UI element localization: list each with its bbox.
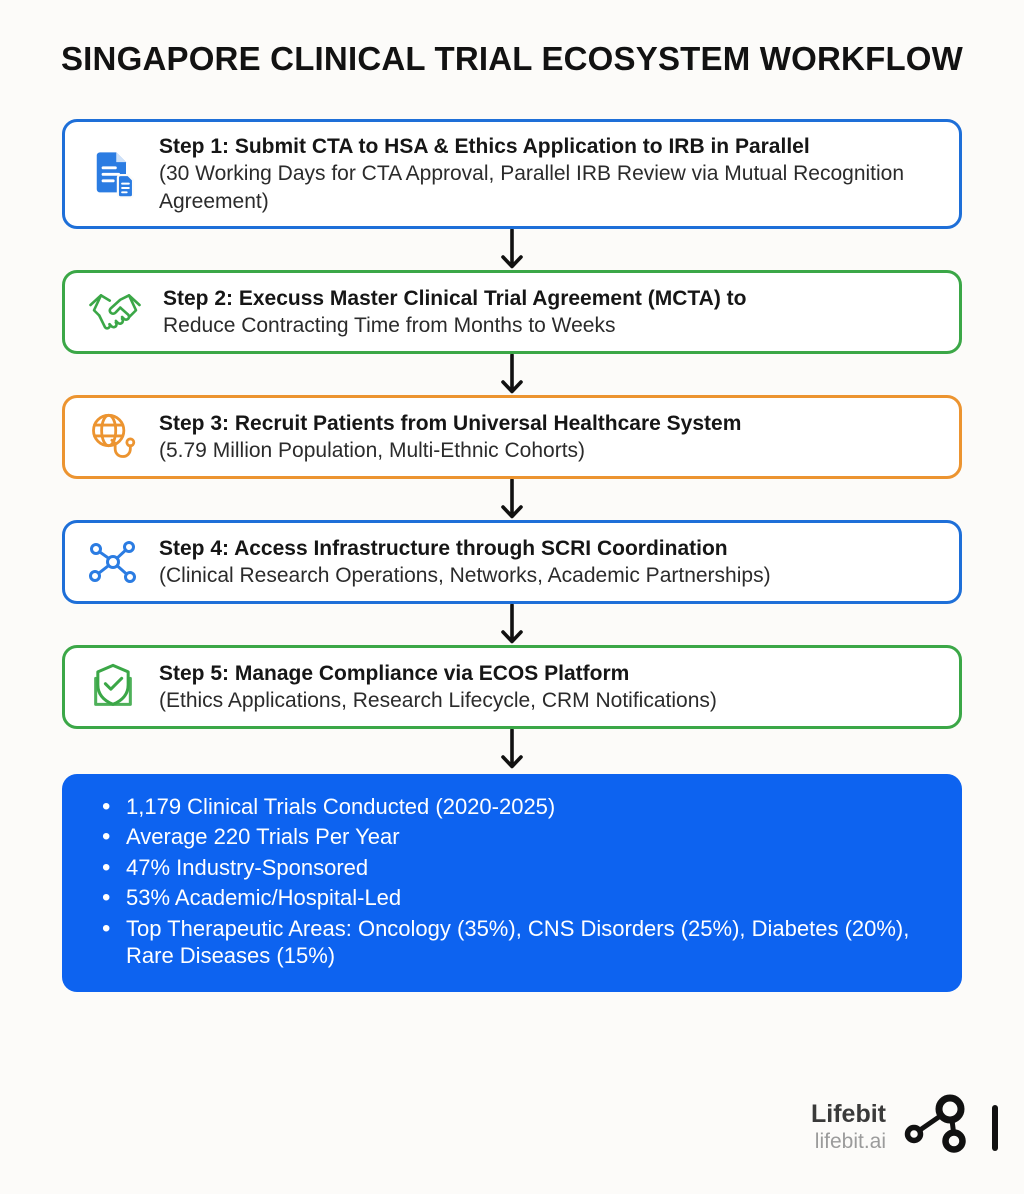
down-arrow-icon [499,604,525,645]
brand-name: Lifebit [811,1100,886,1129]
step-3-subtitle: (5.79 Million Population, Multi-Ethnic Cohorts) [159,438,586,462]
step-4-title: Step 4: Access Infrastructure through SCRI Coordination [159,536,728,560]
brand-text-block [811,1101,886,1154]
workflow-diagram [0,119,1024,992]
step-1-subtitle: (30 Working Days for CTA Approval, Parallel IRB Review via Mutual Recognition Agreement) [159,162,905,213]
brand-footer [811,1092,998,1163]
step-2-box [62,270,962,354]
step-3-text [159,410,937,465]
step-5-text [159,660,937,715]
arrow-5 [0,729,1024,770]
step-3-title: Step 3: Recruit Patients from Universal Healthcare System [159,411,742,435]
step-1-box [62,119,962,229]
step-5-title: Step 5: Manage Compliance via ECOS Platform [159,661,630,685]
page-title: SINGAPORE CLINICAL TRIAL ECOSYSTEM WORKFLOW [60,40,964,77]
step-3-box [62,395,962,479]
summary-bullet: • Top Therapeutic Areas: Oncology (35%), CNS Disorders (25%), Diabetes (20%), Rare Diseases (15%) [100,915,932,970]
step-4-text [159,535,937,590]
step-4-box [62,520,962,604]
step-5-subtitle: (Ethics Applications, Research Lifecycle, CRM Notifications) [159,688,717,712]
arrow-1 [0,229,1024,270]
step-5-box [62,645,962,729]
summary-bullet: • Average 220 Trials Per Year [100,823,932,851]
summary-bullet: • 47% Industry-Sponsored [100,854,932,882]
arrow-4 [0,604,1024,645]
globe-stethoscope-icon [87,411,139,463]
down-arrow-icon [499,354,525,395]
arrow-3 [0,479,1024,520]
step-2-title: Step 2: Execuss Master Clinical Trial Agreement (MCTA) to [163,286,747,310]
summary-bullet: • 53% Academic/Hospital-Led [100,884,932,912]
lifebit-logo-icon [900,1092,978,1163]
shield-check-icon [87,661,139,713]
step-2-text [163,285,937,340]
brand-divider-bar [992,1105,998,1151]
summary-bullet: • 1,179 Clinical Trials Conducted (2020-2025) [100,793,932,821]
arrow-2 [0,354,1024,395]
step-1-title: Step 1: Submit CTA to HSA & Ethics Application to IRB in Parallel [159,135,810,158]
summary-bullet-list [100,793,932,970]
summary-box [62,774,962,992]
network-icon [87,538,139,586]
step-4-subtitle: (Clinical Research Operations, Networks, Academic Partnerships) [159,563,771,587]
step-1-text [159,133,937,215]
down-arrow-icon [499,479,525,520]
down-arrow-icon [499,729,525,770]
brand-domain: lifebit.ai [814,1129,886,1153]
step-2-subtitle: Reduce Contracting Time from Months to Weeks [163,313,616,337]
documents-icon [87,148,139,200]
down-arrow-icon [499,229,525,270]
handshake-icon [87,289,143,335]
